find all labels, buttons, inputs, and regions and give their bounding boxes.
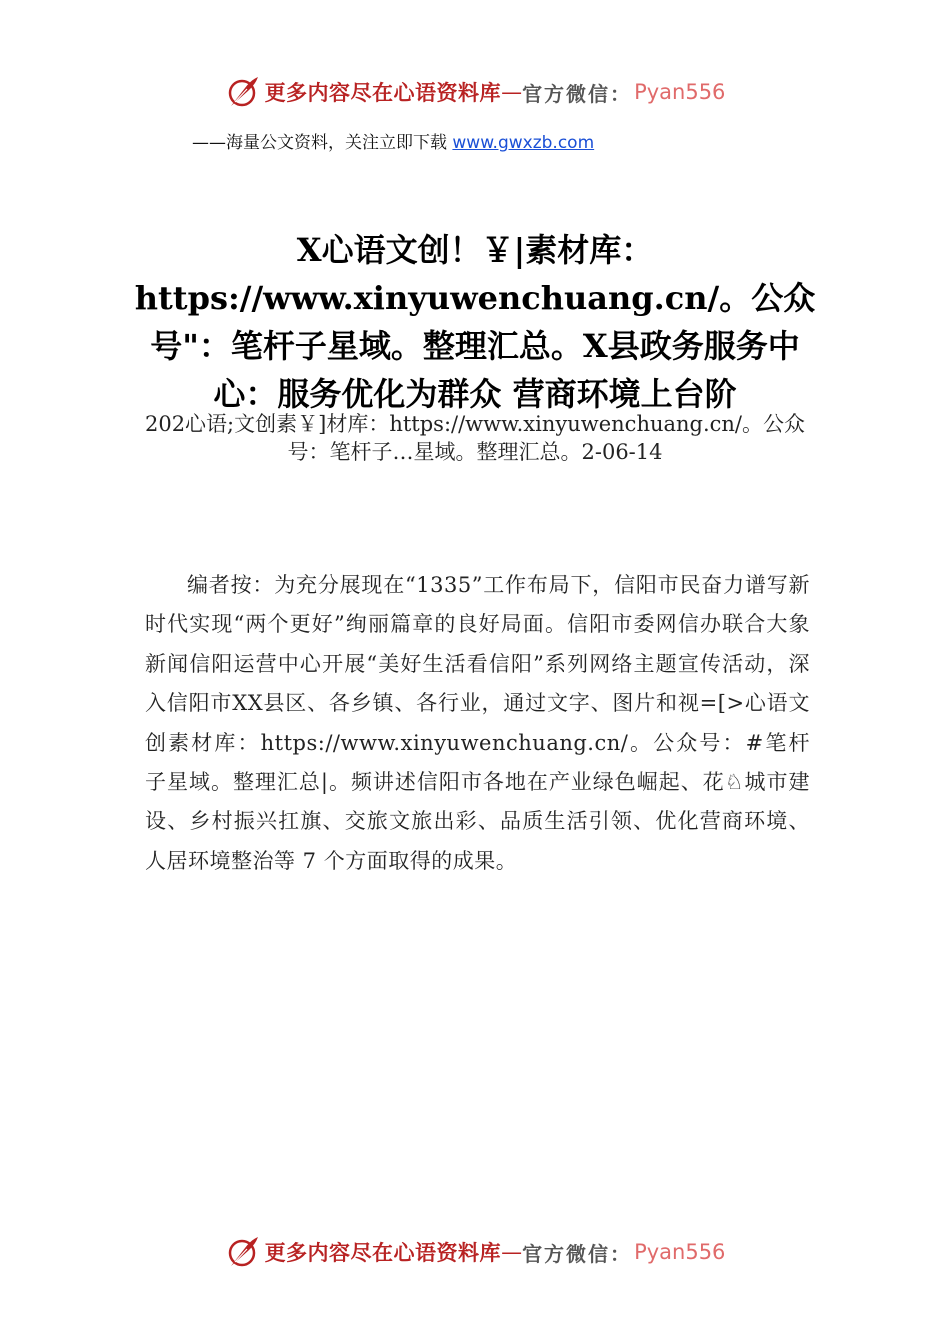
download-link[interactable]: www.gwxzb.com [452, 133, 595, 153]
download-notice-text: ——海量公文资料，关注立即下载 [192, 133, 453, 153]
footer-wechat-label: 官方微信： [522, 1241, 633, 1266]
footer-dash: — [501, 1240, 523, 1264]
footer-wechat-id: Pyan556 [634, 1240, 726, 1264]
footer-banner [0, 1230, 950, 1274]
document-title: X心语文创！￥|素材库：https://www.xinyuwenchuang.cn/。公众号"：笔杆子星域。整理汇总。X县政务服务中心：服务优化为群众 营商环境上台阶 [134, 231, 816, 413]
download-notice [192, 128, 792, 153]
banner-wechat-id: Pyan556 [634, 80, 726, 104]
footer-slogan: 更多内容尽在心语资料库 [264, 1241, 502, 1265]
document-body-paragraph: 编者按：为充分展现在“1335”工作布局下，信阳市民奋力谱写新时代实现“两个更好”绚丽篇章的良好局面。信阳市委网信办联合大象新闻信阳运营中心开展“美好生活看信阳”系列网络主题宣传活动，深入信阳市XX县区、各乡镇、各行业，通过文字、图片和视=[>心语文创素材库：https://www.xinyuwenchuang.cn/。公众号：#笔杆子星域。整理汇总|。频讲述信阳市各地在产业绿色崛起、花♘城市建设、乡村振兴扛旗、交旅文旅出彩、品质生活引领、优化营商环境、人居环境整治等 7 个方面取得的成果。 [145, 573, 810, 873]
banner-slogan: 更多内容尽在心语资料库 [264, 81, 502, 105]
banner-dash: — [501, 80, 523, 104]
banner-wechat-label: 官方微信： [522, 81, 633, 106]
header-banner [0, 70, 950, 114]
quill-logo-icon [225, 74, 261, 110]
document-meta: 202心语;文创素￥]材库：https://www.xinyuwenchuang.cn/。公众号：笔杆子…星域。整理汇总。2-06-14 [144, 412, 806, 464]
quill-logo-icon [225, 1234, 261, 1270]
